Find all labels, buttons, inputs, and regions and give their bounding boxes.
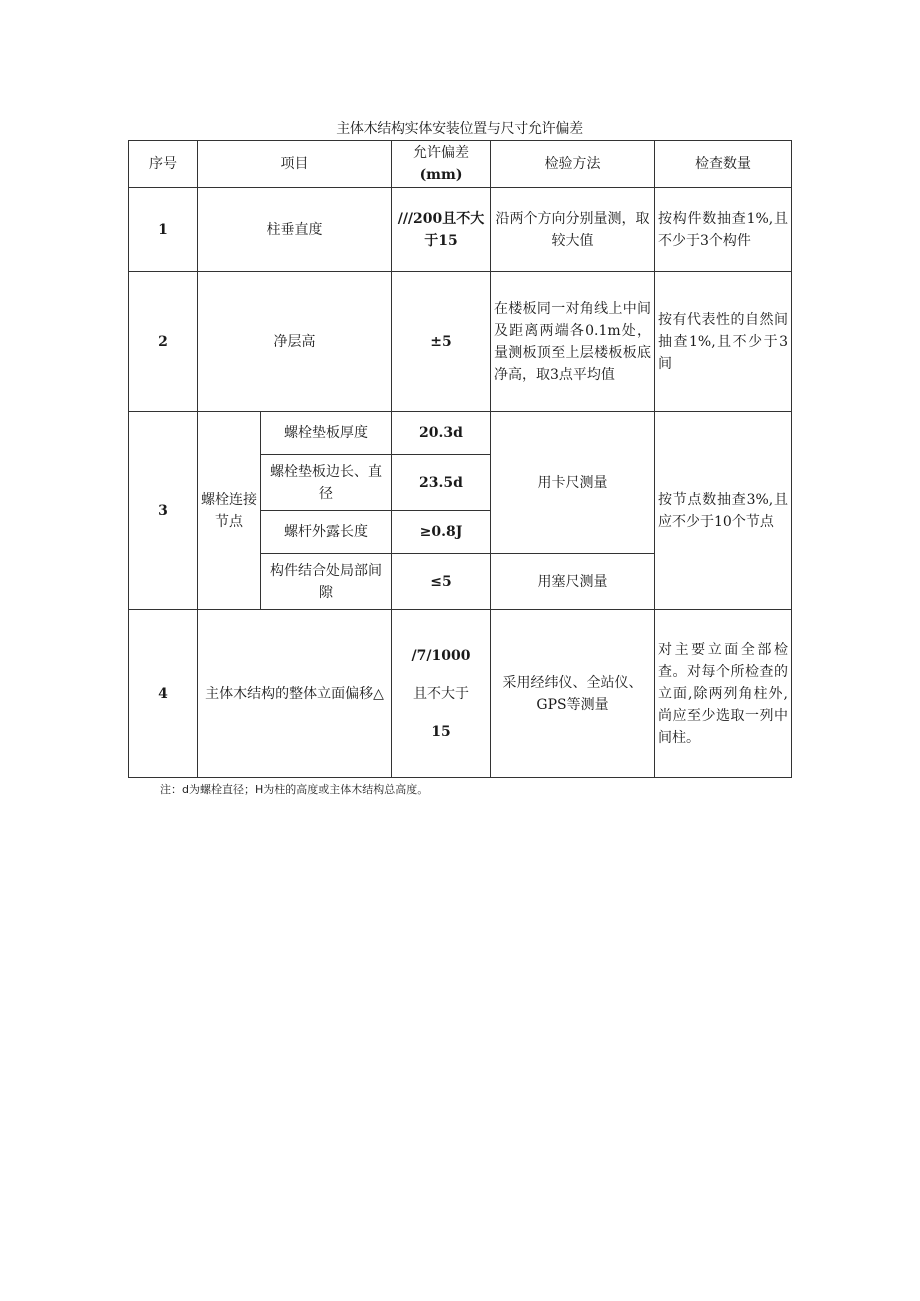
row3-sub3-item: 螺杆外露长度 xyxy=(261,511,392,554)
header-tolerance xyxy=(392,141,491,188)
table-title: 主体木结构实体安装位置与尺寸允许偏差 xyxy=(336,121,583,137)
row3-sub1-tolerance: 20.3d xyxy=(392,412,491,455)
header-row xyxy=(129,141,792,188)
row3-sub2-item: 螺栓垫板边长、直径 xyxy=(261,455,392,511)
row3-sub4-tolerance: ≤5 xyxy=(392,554,491,610)
header-tolerance-label: 允许偏差 xyxy=(413,145,469,161)
row3-sub4-item: 构件结合处局部间隙 xyxy=(261,554,392,610)
table-row xyxy=(129,610,792,778)
row2-item: 净层高 xyxy=(198,272,392,412)
row1-seq: 1 xyxy=(129,188,198,272)
header-quantity: 检查数量 xyxy=(655,141,792,188)
row3-group: 螺栓连接节点 xyxy=(198,412,261,610)
row1-method: 沿两个方向分别量测，取较大值 xyxy=(491,188,655,272)
row3-sub1-item: 螺栓垫板厚度 xyxy=(261,412,392,455)
row4-tolerance-text: 且不大于 xyxy=(413,685,469,702)
row4-item: 主体木结构的整体立面偏移△ xyxy=(198,610,392,778)
row1-tolerance: ///200且不大于15 xyxy=(392,188,491,272)
row3-seq: 3 xyxy=(129,412,198,610)
row3-quantity: 按节点数抽查3%,且应不少于10个节点 xyxy=(655,412,792,610)
row4-quantity: 对主要立面全部检查。对每个所检查的立面,除两列角柱外,尚应至少选取一列中间柱。 xyxy=(655,610,792,778)
header-item: 项目 xyxy=(198,141,392,188)
table-row xyxy=(129,272,792,412)
row1-item: 柱垂直度 xyxy=(198,188,392,272)
header-tolerance-unit: (mm) xyxy=(419,167,463,183)
row3-method-feeler: 用塞尺测量 xyxy=(491,554,655,610)
table-row xyxy=(129,412,792,455)
row2-quantity: 按有代表性的自然间抽查1%,且不少于3间 xyxy=(655,272,792,412)
row4-method: 采用经纬仪、全站仪、GPS等测量 xyxy=(491,610,655,778)
table-row xyxy=(129,188,792,272)
row3-sub3-tolerance: ≥0.8J xyxy=(392,511,491,554)
tolerance-table xyxy=(128,140,792,778)
row2-tolerance: ±5 xyxy=(392,272,491,412)
row1-quantity: 按构件数抽查1%,且不少于3个构件 xyxy=(655,188,792,272)
row4-seq: 4 xyxy=(129,610,198,778)
row3-sub2-tolerance: 23.5d xyxy=(392,455,491,511)
header-seq: 序号 xyxy=(129,141,198,188)
header-method: 检验方法 xyxy=(491,141,655,188)
table-note: 注：d为螺栓直径；H为柱的高度或主体木结构总高度。 xyxy=(160,783,429,796)
row3-method-caliper: 用卡尺测量 xyxy=(491,412,655,554)
row4-tolerance-max: 15 xyxy=(431,723,451,740)
row4-tolerance xyxy=(392,610,491,778)
row2-seq: 2 xyxy=(129,272,198,412)
row4-tolerance-ratio: /7/1000 xyxy=(411,647,471,664)
row2-method: 在楼板同一对角线上中间及距离两端各0.1m处，量测板顶至上层楼板板底净高，取3点平均值 xyxy=(491,272,655,412)
